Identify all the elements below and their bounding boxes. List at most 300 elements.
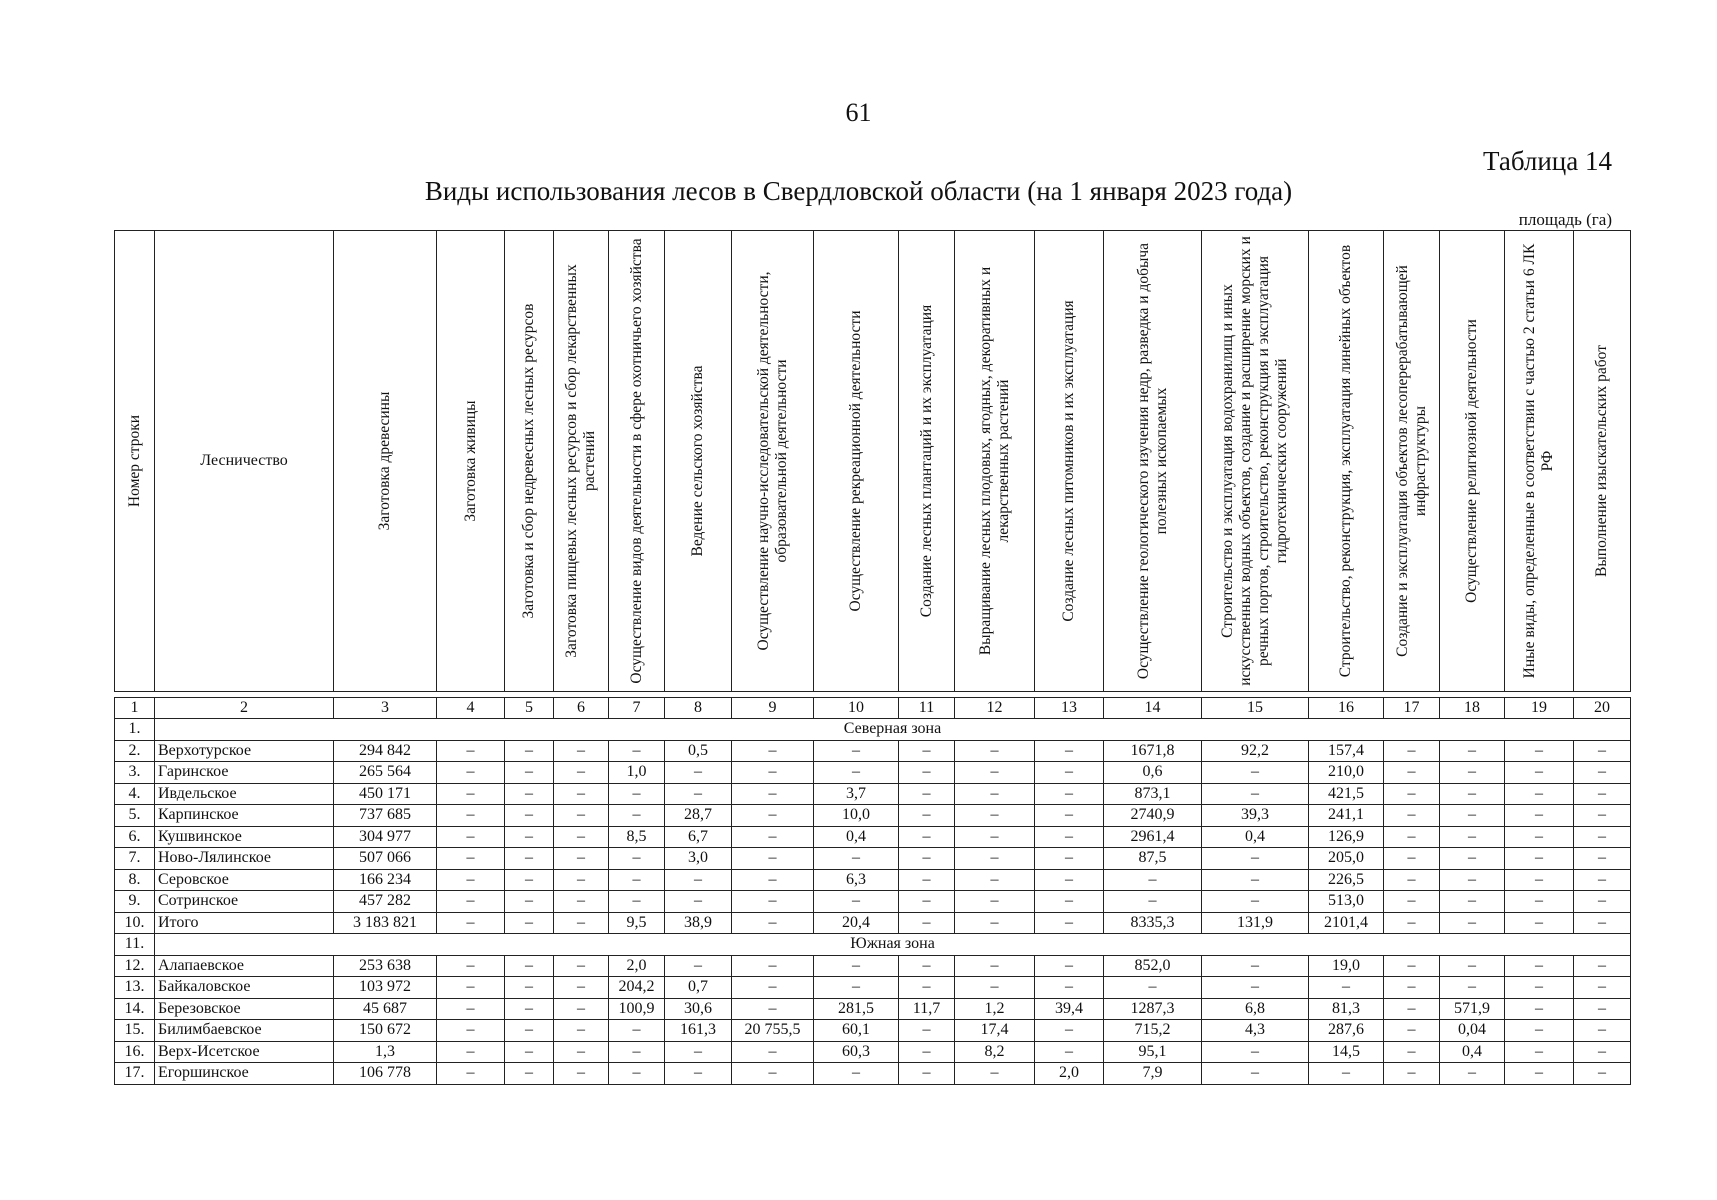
forestry-name: Сотринское bbox=[155, 891, 334, 913]
forestry-name: Егоршинское bbox=[155, 1063, 334, 1085]
table-cell: 30,6 bbox=[665, 998, 732, 1020]
table-cell: 6,7 bbox=[665, 826, 732, 848]
table-cell: 3 183 821 bbox=[334, 912, 437, 934]
table-cell: – bbox=[1574, 1041, 1631, 1063]
table-cell: – bbox=[732, 912, 814, 934]
table-cell: – bbox=[665, 783, 732, 805]
column-number: 20 bbox=[1574, 698, 1631, 719]
table-cell: – bbox=[1384, 1063, 1440, 1085]
table-cell: 2740,9 bbox=[1104, 805, 1202, 827]
column-header-text: Заготовка пищевых лесных ресурсов и сбор лекарственных растений bbox=[563, 264, 598, 658]
forestry-name: Березовское bbox=[155, 998, 334, 1020]
column-header-text: Строительство, реконструкция, эксплуатация линейных объектов bbox=[1337, 244, 1354, 678]
table-cell: – bbox=[955, 826, 1035, 848]
table-cell: – bbox=[899, 783, 955, 805]
table-cell: – bbox=[1440, 977, 1505, 999]
table-cell: – bbox=[955, 805, 1035, 827]
table-cell: – bbox=[955, 848, 1035, 870]
table-cell: 131,9 bbox=[1202, 912, 1309, 934]
table-cell: – bbox=[554, 912, 609, 934]
column-number: 3 bbox=[334, 698, 437, 719]
table-cell: 38,9 bbox=[665, 912, 732, 934]
table-cell: – bbox=[1440, 783, 1505, 805]
table-cell: 0,04 bbox=[1440, 1020, 1505, 1042]
table-row bbox=[115, 977, 1631, 999]
column-header-text: Осуществление видов деятельности в сфере охотничьего хозяйства bbox=[627, 238, 645, 684]
table-cell: – bbox=[505, 762, 554, 784]
table-cell: 737 685 bbox=[334, 805, 437, 827]
table-cell: – bbox=[609, 1063, 665, 1085]
row-number: 6. bbox=[115, 826, 155, 848]
column-number: 14 bbox=[1104, 698, 1202, 719]
column-number: 9 bbox=[732, 698, 814, 719]
table-cell: – bbox=[1202, 762, 1309, 784]
table-cell: – bbox=[1202, 955, 1309, 977]
column-header-text: Выращивание лесных плодовых, ягодных, декоративных и лекарственных растений bbox=[976, 266, 1012, 656]
table-row bbox=[115, 826, 1631, 848]
column-number: 19 bbox=[1505, 698, 1574, 719]
table-cell: – bbox=[1440, 826, 1505, 848]
table-cell: – bbox=[732, 998, 814, 1020]
table-cell: – bbox=[1384, 869, 1440, 891]
table-cell: – bbox=[1574, 1063, 1631, 1085]
column-header-text: Создание и эксплуатация объектов лесоперерабатывающей инфраструктуры bbox=[1393, 265, 1429, 657]
row-number: 9. bbox=[115, 891, 155, 913]
table-cell: – bbox=[1104, 869, 1202, 891]
table-cell: – bbox=[1574, 805, 1631, 827]
table-cell: – bbox=[1202, 891, 1309, 913]
table-cell: – bbox=[955, 1063, 1035, 1085]
table-cell: – bbox=[1505, 891, 1574, 913]
table-cell: 3,7 bbox=[814, 783, 899, 805]
table-cell: – bbox=[437, 891, 505, 913]
table-cell: 81,3 bbox=[1309, 998, 1384, 1020]
table-cell: – bbox=[899, 1020, 955, 1042]
table-cell: 60,1 bbox=[814, 1020, 899, 1042]
column-header bbox=[1035, 231, 1104, 692]
column-number-row bbox=[115, 698, 1631, 719]
table-cell: 11,7 bbox=[899, 998, 955, 1020]
table-cell: – bbox=[1505, 1020, 1574, 1042]
table-row bbox=[115, 998, 1631, 1020]
column-header-text: Осуществление геологического изучения недр, разведка и добыча полезных ископаемых bbox=[1134, 242, 1170, 680]
row-number: 11. bbox=[115, 934, 155, 956]
table-cell: – bbox=[554, 740, 609, 762]
zone-label: Южная зона bbox=[155, 934, 1631, 956]
column-header-text: Лесничество bbox=[200, 452, 288, 469]
table-cell: – bbox=[899, 826, 955, 848]
table-cell: – bbox=[1035, 826, 1104, 848]
table-cell: – bbox=[1384, 955, 1440, 977]
table-cell: – bbox=[1505, 848, 1574, 870]
table-cell: – bbox=[665, 891, 732, 913]
table-cell: 287,6 bbox=[1309, 1020, 1384, 1042]
forestry-name: Верхотурское bbox=[155, 740, 334, 762]
column-number: 5 bbox=[505, 698, 554, 719]
table-cell: 0,7 bbox=[665, 977, 732, 999]
table-cell: – bbox=[1505, 826, 1574, 848]
table-cell: – bbox=[1384, 1041, 1440, 1063]
table-cell: 1671,8 bbox=[1104, 740, 1202, 762]
table-cell: 873,1 bbox=[1104, 783, 1202, 805]
table-cell: 226,5 bbox=[1309, 869, 1384, 891]
table-cell: – bbox=[609, 740, 665, 762]
table-cell: – bbox=[1440, 1063, 1505, 1085]
table-cell: – bbox=[955, 891, 1035, 913]
table-cell: – bbox=[1035, 1020, 1104, 1042]
table-cell: – bbox=[505, 977, 554, 999]
table-cell: – bbox=[1309, 977, 1384, 999]
table-cell: – bbox=[899, 977, 955, 999]
column-header-text: Заготовка древесины bbox=[376, 391, 393, 531]
table-cell: – bbox=[814, 955, 899, 977]
column-header bbox=[505, 231, 554, 692]
table-cell: – bbox=[1384, 740, 1440, 762]
table-cell: – bbox=[1440, 869, 1505, 891]
column-header bbox=[814, 231, 899, 692]
row-number: 12. bbox=[115, 955, 155, 977]
table-cell: – bbox=[1505, 955, 1574, 977]
table-title: Виды использования лесов в Свердловской области (на 1 января 2023 года) bbox=[424, 176, 1293, 206]
column-number: 11 bbox=[899, 698, 955, 719]
table-cell: – bbox=[1574, 998, 1631, 1020]
table-cell: – bbox=[609, 1041, 665, 1063]
zone-row bbox=[115, 719, 1631, 741]
forestry-name: Гаринское bbox=[155, 762, 334, 784]
table-cell: – bbox=[732, 848, 814, 870]
table-cell: – bbox=[1035, 977, 1104, 999]
table-cell: – bbox=[505, 1063, 554, 1085]
table-cell: 6,3 bbox=[814, 869, 899, 891]
table-cell: – bbox=[554, 805, 609, 827]
table-cell: – bbox=[665, 869, 732, 891]
table-cell: – bbox=[554, 1041, 609, 1063]
table-cell: – bbox=[1035, 869, 1104, 891]
table-cell: – bbox=[437, 955, 505, 977]
column-header bbox=[1309, 231, 1384, 692]
table-body bbox=[115, 719, 1631, 1085]
column-header-text: Осуществление религиозной деятельности bbox=[1463, 319, 1480, 603]
table-cell: – bbox=[1505, 1041, 1574, 1063]
units-label: площадь (га) bbox=[1518, 210, 1612, 229]
table-cell: 157,4 bbox=[1309, 740, 1384, 762]
table-cell: – bbox=[1574, 977, 1631, 999]
table-cell: – bbox=[1384, 998, 1440, 1020]
row-number: 14. bbox=[115, 998, 155, 1020]
table-cell: 9,5 bbox=[609, 912, 665, 934]
table-cell: 10,0 bbox=[814, 805, 899, 827]
table-cell: – bbox=[609, 1020, 665, 1042]
table-cell: – bbox=[609, 783, 665, 805]
row-number: 5. bbox=[115, 805, 155, 827]
table-cell: – bbox=[732, 826, 814, 848]
table-cell: – bbox=[505, 891, 554, 913]
table-cell: 304 977 bbox=[334, 826, 437, 848]
table-cell: – bbox=[609, 869, 665, 891]
table-cell: – bbox=[609, 805, 665, 827]
table-cell: – bbox=[1505, 998, 1574, 1020]
table-cell: 161,3 bbox=[665, 1020, 732, 1042]
row-number: 13. bbox=[115, 977, 155, 999]
table-cell: – bbox=[505, 783, 554, 805]
table-cell: 103 972 bbox=[334, 977, 437, 999]
row-number: 16. bbox=[115, 1041, 155, 1063]
table-cell: – bbox=[732, 869, 814, 891]
table-cell: 8,5 bbox=[609, 826, 665, 848]
table-cell: – bbox=[955, 740, 1035, 762]
table-cell: – bbox=[899, 955, 955, 977]
table-cell: – bbox=[814, 1063, 899, 1085]
table-cell: 513,0 bbox=[1309, 891, 1384, 913]
column-number: 17 bbox=[1384, 698, 1440, 719]
table-cell: – bbox=[1035, 740, 1104, 762]
column-number: 18 bbox=[1440, 698, 1505, 719]
page-number: 61 bbox=[845, 98, 872, 127]
table-cell: – bbox=[955, 955, 1035, 977]
table-cell: 1,0 bbox=[609, 762, 665, 784]
table-cell: 20 755,5 bbox=[732, 1020, 814, 1042]
table-cell: – bbox=[1574, 955, 1631, 977]
table-row bbox=[115, 783, 1631, 805]
table-cell: – bbox=[1505, 912, 1574, 934]
table-cell: – bbox=[1035, 762, 1104, 784]
table-cell: – bbox=[732, 891, 814, 913]
table-cell: 60,3 bbox=[814, 1041, 899, 1063]
table-cell: 210,0 bbox=[1309, 762, 1384, 784]
table-cell: 100,9 bbox=[609, 998, 665, 1020]
table-cell: – bbox=[1384, 848, 1440, 870]
table-cell: – bbox=[1574, 740, 1631, 762]
column-number: 4 bbox=[437, 698, 505, 719]
row-number: 15. bbox=[115, 1020, 155, 1042]
column-header-text: Иные виды, определенные в соответствии с частью 2 статьи 6 ЛК РФ bbox=[1521, 243, 1556, 679]
table-cell: – bbox=[1574, 783, 1631, 805]
column-header bbox=[1104, 231, 1202, 692]
table-cell: 28,7 bbox=[665, 805, 732, 827]
column-number: 7 bbox=[609, 698, 665, 719]
table-cell: – bbox=[437, 783, 505, 805]
table-cell: – bbox=[1440, 740, 1505, 762]
column-header bbox=[1384, 231, 1440, 692]
table-cell: 0,4 bbox=[1440, 1041, 1505, 1063]
table-cell: – bbox=[1384, 1020, 1440, 1042]
table-cell: 17,4 bbox=[955, 1020, 1035, 1042]
column-header bbox=[1440, 231, 1505, 692]
table-cell: 2961,4 bbox=[1104, 826, 1202, 848]
table-cell: 571,9 bbox=[1440, 998, 1505, 1020]
table-cell: – bbox=[1384, 762, 1440, 784]
table-cell: – bbox=[1202, 1063, 1309, 1085]
table-cell: 7,9 bbox=[1104, 1063, 1202, 1085]
table-cell: – bbox=[505, 848, 554, 870]
table-cell: – bbox=[1384, 826, 1440, 848]
column-header bbox=[437, 231, 505, 692]
table-cell: – bbox=[437, 912, 505, 934]
table-row bbox=[115, 869, 1631, 891]
row-number: 4. bbox=[115, 783, 155, 805]
table-cell: – bbox=[1202, 1041, 1309, 1063]
forestry-name: Кушвинское bbox=[155, 826, 334, 848]
table-cell: 507 066 bbox=[334, 848, 437, 870]
table-cell: 852,0 bbox=[1104, 955, 1202, 977]
table-cell: 8335,3 bbox=[1104, 912, 1202, 934]
table-cell: – bbox=[899, 891, 955, 913]
table-cell: 4,3 bbox=[1202, 1020, 1309, 1042]
table-cell: 241,1 bbox=[1309, 805, 1384, 827]
table-cell: – bbox=[437, 977, 505, 999]
table-cell: – bbox=[505, 955, 554, 977]
column-header-text: Строительство и эксплуатация водохранилищ и иных искусственных водных объектов, создание и расширение морских и речных портов, строительство, реконструкция и эксплуатация гидротехнических сооружений bbox=[1219, 236, 1290, 686]
table-cell: 19,0 bbox=[1309, 955, 1384, 977]
column-number: 8 bbox=[665, 698, 732, 719]
column-number: 10 bbox=[814, 698, 899, 719]
column-header-text: Осуществление рекреационной деятельности bbox=[847, 310, 864, 612]
table-cell: 1,3 bbox=[334, 1041, 437, 1063]
row-number: 10. bbox=[115, 912, 155, 934]
table-cell: 0,6 bbox=[1104, 762, 1202, 784]
table-cell: 14,5 bbox=[1309, 1041, 1384, 1063]
zone-label: Северная зона bbox=[155, 719, 1631, 741]
column-header bbox=[609, 231, 665, 692]
table-cell: – bbox=[554, 891, 609, 913]
table-cell: 281,5 bbox=[814, 998, 899, 1020]
table-cell: – bbox=[609, 891, 665, 913]
column-header-text: Номер строки bbox=[125, 414, 143, 508]
table-cell: – bbox=[554, 762, 609, 784]
table-cell: – bbox=[1035, 955, 1104, 977]
table-cell: – bbox=[437, 740, 505, 762]
forestry-name: Верх-Исетское bbox=[155, 1041, 334, 1063]
table-cell: – bbox=[505, 740, 554, 762]
forestry-name: Серовское bbox=[155, 869, 334, 891]
table-cell: – bbox=[1384, 912, 1440, 934]
table-cell: – bbox=[1202, 783, 1309, 805]
table-cell: – bbox=[899, 762, 955, 784]
table-cell: – bbox=[505, 869, 554, 891]
table-cell: 204,2 bbox=[609, 977, 665, 999]
table-cell: – bbox=[554, 1063, 609, 1085]
column-number: 13 bbox=[1035, 698, 1104, 719]
table-cell: 0,4 bbox=[814, 826, 899, 848]
table-cell: – bbox=[437, 869, 505, 891]
column-number: 6 bbox=[554, 698, 609, 719]
table-cell: – bbox=[505, 1041, 554, 1063]
table-cell: – bbox=[1384, 783, 1440, 805]
table-cell: – bbox=[1202, 869, 1309, 891]
column-header bbox=[155, 231, 334, 692]
column-header bbox=[955, 231, 1035, 692]
table-cell: 265 564 bbox=[334, 762, 437, 784]
table-cell: – bbox=[1440, 805, 1505, 827]
forest-use-table bbox=[114, 230, 1631, 1085]
table-cell: 715,2 bbox=[1104, 1020, 1202, 1042]
column-header-text: Ведение сельского хозяйства bbox=[689, 365, 706, 557]
table-cell: 95,1 bbox=[1104, 1041, 1202, 1063]
table-cell: – bbox=[505, 805, 554, 827]
table-cell: – bbox=[505, 998, 554, 1020]
table-cell: – bbox=[1035, 783, 1104, 805]
table-cell: – bbox=[732, 977, 814, 999]
column-header bbox=[899, 231, 955, 692]
table-cell: – bbox=[609, 848, 665, 870]
table-cell: – bbox=[732, 1041, 814, 1063]
column-header bbox=[1202, 231, 1309, 692]
table-cell: – bbox=[1574, 912, 1631, 934]
table-cell: 2101,4 bbox=[1309, 912, 1384, 934]
column-header-text: Создание лесных плантаций и их эксплуатация bbox=[917, 304, 935, 618]
table-cell: – bbox=[1035, 912, 1104, 934]
table-cell: 106 778 bbox=[334, 1063, 437, 1085]
table-cell: – bbox=[732, 805, 814, 827]
table-cell: – bbox=[554, 977, 609, 999]
table-row bbox=[115, 740, 1631, 762]
table-cell: 457 282 bbox=[334, 891, 437, 913]
table-cell: – bbox=[955, 912, 1035, 934]
table-row bbox=[115, 762, 1631, 784]
table-cell: – bbox=[1574, 848, 1631, 870]
column-number: 16 bbox=[1309, 698, 1384, 719]
forestry-name: Ново-Лялинское bbox=[155, 848, 334, 870]
column-header bbox=[1505, 231, 1574, 692]
table-row bbox=[115, 891, 1631, 913]
column-number: 12 bbox=[955, 698, 1035, 719]
table-cell: – bbox=[1440, 955, 1505, 977]
table-cell: – bbox=[732, 1063, 814, 1085]
table-cell: 45 687 bbox=[334, 998, 437, 1020]
table-cell: – bbox=[732, 955, 814, 977]
table-cell: – bbox=[1505, 805, 1574, 827]
column-number: 1 bbox=[115, 698, 155, 719]
forestry-name: Итого bbox=[155, 912, 334, 934]
table-row bbox=[115, 1063, 1631, 1085]
table-cell: – bbox=[899, 740, 955, 762]
table-cell: – bbox=[1440, 762, 1505, 784]
column-header bbox=[115, 231, 155, 692]
table-cell: 0,5 bbox=[665, 740, 732, 762]
row-number: 3. bbox=[115, 762, 155, 784]
table-cell: – bbox=[1574, 1020, 1631, 1042]
table-cell: 6,8 bbox=[1202, 998, 1309, 1020]
table-cell: – bbox=[1574, 869, 1631, 891]
table-cell: 39,4 bbox=[1035, 998, 1104, 1020]
table-cell: – bbox=[554, 955, 609, 977]
table-cell: 1287,3 bbox=[1104, 998, 1202, 1020]
forestry-name: Карпинское bbox=[155, 805, 334, 827]
table-cell: – bbox=[1440, 848, 1505, 870]
table-cell: – bbox=[437, 848, 505, 870]
table-cell: – bbox=[955, 783, 1035, 805]
table-cell: 20,4 bbox=[814, 912, 899, 934]
table-cell: 126,9 bbox=[1309, 826, 1384, 848]
table-cell: – bbox=[899, 1041, 955, 1063]
table-cell: – bbox=[1384, 891, 1440, 913]
table-cell: 294 842 bbox=[334, 740, 437, 762]
table-cell: – bbox=[899, 912, 955, 934]
forestry-name: Ивдельское bbox=[155, 783, 334, 805]
table-cell: – bbox=[732, 762, 814, 784]
table-cell: – bbox=[665, 1063, 732, 1085]
table-cell: – bbox=[732, 740, 814, 762]
table-cell: – bbox=[437, 805, 505, 827]
table-cell: – bbox=[665, 955, 732, 977]
forestry-name: Байкаловское bbox=[155, 977, 334, 999]
table-cell: – bbox=[814, 848, 899, 870]
table-cell: 1,2 bbox=[955, 998, 1035, 1020]
column-header-text: Заготовка и сбор недревесных лесных ресурсов bbox=[520, 303, 537, 619]
table-label: Таблица 14 bbox=[1483, 146, 1612, 176]
table-cell: – bbox=[1202, 977, 1309, 999]
table-cell: 450 171 bbox=[334, 783, 437, 805]
